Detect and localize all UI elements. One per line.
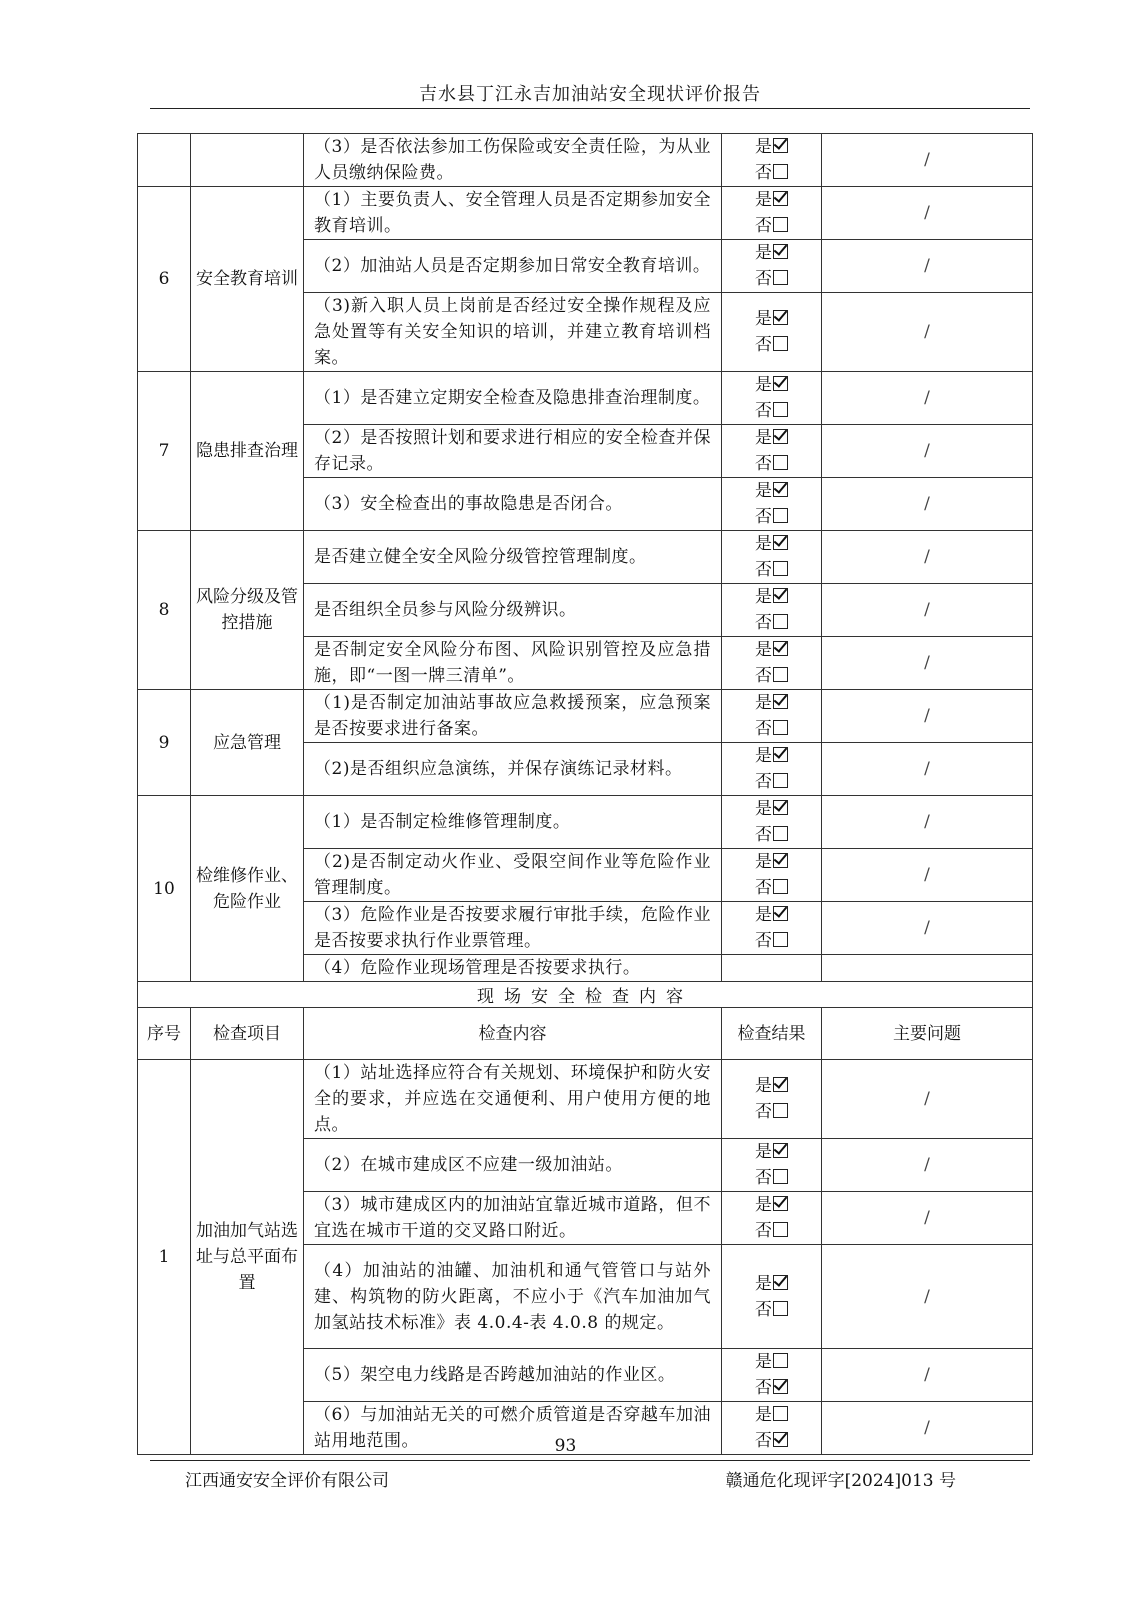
page-number: 93 [554, 1436, 577, 1456]
empty-box-icon [773, 402, 788, 417]
result-label-yes: 是 [755, 852, 772, 872]
col-header-item: 检查项目 [191, 1008, 304, 1060]
result-option-yes [722, 240, 821, 266]
result-label-no: 否 [755, 269, 772, 289]
main-issue: / [822, 293, 1033, 372]
result-label-yes: 是 [755, 243, 772, 263]
result-option-yes [722, 902, 821, 928]
result-option-yes [722, 1073, 821, 1099]
main-issue: / [822, 690, 1033, 743]
checked-box-icon [773, 310, 788, 325]
result-option-no [722, 1099, 821, 1125]
result-label-no: 否 [755, 216, 772, 236]
empty-box-icon [773, 561, 788, 576]
empty-box-icon [773, 164, 788, 179]
check-result [722, 372, 822, 425]
result-label-no: 否 [755, 1299, 772, 1320]
check-content: 是否组织全员参与风险分级辨识。 [304, 584, 722, 637]
checked-box-icon [773, 747, 788, 762]
result-option-no [722, 1297, 821, 1323]
table-row [138, 134, 1033, 187]
result-option-yes [722, 1271, 821, 1297]
check-content: 是否建立健全安全风险分级管控管理制度。 [304, 531, 722, 584]
result-option-no [722, 213, 821, 239]
col-header-result: 检查结果 [722, 1008, 822, 1060]
result-option-no [722, 769, 821, 795]
row-number: 7 [138, 372, 191, 531]
check-result [722, 637, 822, 690]
table-row [138, 1060, 1033, 1139]
table-row [138, 690, 1033, 743]
check-result [722, 902, 822, 955]
checked-box-icon [773, 244, 788, 259]
result-label-yes: 是 [755, 1142, 772, 1162]
check-result [722, 134, 822, 187]
header-divider [150, 108, 1030, 109]
result-option-yes [722, 690, 821, 716]
check-result [722, 1139, 822, 1192]
checked-box-icon [773, 1077, 788, 1092]
check-result [722, 1349, 822, 1402]
col-header-content: 检查内容 [304, 1008, 722, 1060]
col-header-no: 序号 [138, 1008, 191, 1060]
checked-box-icon [773, 906, 788, 921]
main-issue: / [822, 425, 1033, 478]
result-label-no: 否 [755, 931, 772, 951]
empty-box-icon [773, 270, 788, 285]
result-option-yes [722, 849, 821, 875]
check-result [722, 293, 822, 372]
empty-box-icon [773, 217, 788, 232]
row-number: 6 [138, 187, 191, 372]
result-label-yes: 是 [755, 137, 772, 157]
check-content: （1）站址选择应符合有关规划、环境保护和防火安全的要求，并应选在交通便利、用户使用方便的地点。 [304, 1060, 722, 1139]
footer-report-number: 赣通危化现评字[2024]013 号 [725, 1471, 956, 1491]
empty-box-icon [773, 1103, 788, 1118]
check-item: 隐患排查治理 [191, 372, 304, 531]
result-label-no: 否 [755, 1102, 772, 1122]
result-label-no: 否 [755, 666, 772, 686]
result-label-no: 否 [755, 1431, 772, 1451]
checked-box-icon [773, 376, 788, 391]
result-option-yes [722, 306, 821, 332]
check-result [722, 1192, 822, 1245]
check-content: （1）是否建立定期安全检查及隐患排查治理制度。 [304, 372, 722, 425]
result-label-yes: 是 [755, 587, 772, 607]
result-option-no [722, 928, 821, 954]
result-option-no [722, 716, 821, 742]
result-option-no [722, 160, 821, 186]
check-item: 检维修作业、危险作业 [191, 796, 304, 982]
check-content: （6）与加油站无关的可燃介质管道是否穿越车加油站用地范围。 [304, 1402, 722, 1455]
section-title: 现场安全检查内容 [138, 982, 1033, 1008]
empty-box-icon [773, 1406, 788, 1421]
footer-company: 江西通安安全评价有限公司 [185, 1471, 389, 1491]
result-label-no: 否 [755, 825, 772, 845]
result-option-yes [722, 584, 821, 610]
main-issue: / [822, 902, 1033, 955]
check-content: （3）危险作业是否按要求履行审批手续，危险作业是否按要求执行作业票管理。 [304, 902, 722, 955]
result-option-no [722, 398, 821, 424]
result-label-yes: 是 [755, 640, 772, 660]
row-number: 10 [138, 796, 191, 982]
result-label-no: 否 [755, 1168, 772, 1188]
main-issue: / [822, 637, 1033, 690]
empty-box-icon [773, 614, 788, 629]
check-content: （3）城市建成区内的加油站宜靠近城市道路，但不宜选在城市干道的交叉路口附近。 [304, 1192, 722, 1245]
result-label-yes: 是 [755, 693, 772, 713]
result-option-yes [722, 1192, 821, 1218]
check-content: （1）是否制定检维修管理制度。 [304, 796, 722, 849]
check-content: （2）在城市建成区不应建一级加油站。 [304, 1139, 722, 1192]
result-label-no: 否 [755, 772, 772, 792]
check-result [722, 531, 822, 584]
check-content: （4）加油站的油罐、加油机和通气管管口与站外建、构筑物的防火距离，不应小于《汽车加油加气加氢站技术标准》表 4.0.4-表 4.0.8 的规定。 [304, 1245, 722, 1349]
result-label-yes: 是 [755, 481, 772, 501]
result-option-no [722, 266, 821, 292]
result-label-yes: 是 [755, 190, 772, 210]
check-content: （3)新入职人员上岗前是否经过安全操作规程及应急处置等有关安全知识的培训，并建立教育培训档案。 [304, 293, 722, 372]
result-label-yes: 是 [755, 746, 772, 766]
row-number [138, 134, 191, 187]
result-label-no: 否 [755, 878, 772, 898]
check-result [722, 1245, 822, 1349]
check-result [722, 955, 822, 982]
checked-box-icon [773, 1196, 788, 1211]
empty-box-icon [773, 1169, 788, 1184]
checked-box-icon [773, 535, 788, 550]
check-content: （1）主要负责人、安全管理人员是否定期参加安全教育培训。 [304, 187, 722, 240]
main-issue: / [822, 1060, 1033, 1139]
result-label-no: 否 [755, 335, 772, 355]
check-item: 应急管理 [191, 690, 304, 796]
table-row [138, 796, 1033, 849]
main-issue: / [822, 1402, 1033, 1455]
inspection-table [137, 133, 1033, 1455]
result-option-no [722, 451, 821, 477]
result-label-no: 否 [755, 560, 772, 580]
empty-box-icon [773, 455, 788, 470]
check-content: （3）是否依法参加工伤保险或安全责任险，为从业人员缴纳保险费。 [304, 134, 722, 187]
check-result [722, 690, 822, 743]
empty-box-icon [773, 667, 788, 682]
row-number: 9 [138, 690, 191, 796]
main-issue: / [822, 584, 1033, 637]
result-option-no [722, 332, 821, 358]
result-label-yes: 是 [755, 799, 772, 819]
check-result [722, 187, 822, 240]
check-result [722, 240, 822, 293]
result-label-yes: 是 [755, 1195, 772, 1215]
result-option-no [722, 557, 821, 583]
result-label-yes: 是 [755, 375, 772, 395]
check-result [722, 584, 822, 637]
checked-box-icon [773, 138, 788, 153]
result-label-yes: 是 [755, 1273, 772, 1294]
checked-box-icon [773, 1275, 788, 1290]
result-option-yes [722, 425, 821, 451]
check-result [722, 849, 822, 902]
check-content: （2)是否组织应急演练，并保存演练记录材料。 [304, 743, 722, 796]
table-row [138, 372, 1033, 425]
check-result [722, 478, 822, 531]
result-label-yes: 是 [755, 1405, 772, 1425]
check-content: （4）危险作业现场管理是否按要求执行。 [304, 955, 722, 982]
checked-box-icon [773, 588, 788, 603]
empty-box-icon [773, 508, 788, 523]
result-option-no [722, 1218, 821, 1244]
result-option-no [722, 1165, 821, 1191]
check-content: （5）架空电力线路是否跨越加油站的作业区。 [304, 1349, 722, 1402]
result-option-no [722, 610, 821, 636]
empty-box-icon [773, 1353, 788, 1368]
result-option-yes [722, 743, 821, 769]
check-content: （3）安全检查出的事故隐患是否闭合。 [304, 478, 722, 531]
empty-box-icon [773, 720, 788, 735]
check-content: （2）是否按照计划和要求进行相应的安全检查并保存记录。 [304, 425, 722, 478]
result-label-no: 否 [755, 1378, 772, 1398]
checked-box-icon [773, 641, 788, 656]
main-issue: / [822, 849, 1033, 902]
upper-table-body [138, 134, 1033, 982]
result-label-no: 否 [755, 401, 772, 421]
table-row [138, 531, 1033, 584]
main-issue: / [822, 1349, 1033, 1402]
empty-box-icon [773, 826, 788, 841]
result-label-no: 否 [755, 719, 772, 739]
result-option-yes [722, 134, 821, 160]
main-issue: / [822, 531, 1033, 584]
result-option-no [722, 1375, 821, 1401]
result-option-yes [722, 637, 821, 663]
checked-box-icon [773, 429, 788, 444]
page-header-title: 吉水县丁江永吉加油站安全现状评价报告 [419, 84, 761, 105]
checked-box-icon [773, 1143, 788, 1158]
main-issue: / [822, 796, 1033, 849]
table-row [138, 187, 1033, 240]
row-number: 1 [138, 1060, 191, 1455]
check-item: 安全教育培训 [191, 187, 304, 372]
empty-box-icon [773, 879, 788, 894]
result-option-yes [722, 796, 821, 822]
checked-box-icon [773, 694, 788, 709]
footer-divider [150, 1460, 1030, 1461]
empty-box-icon [773, 1222, 788, 1237]
check-result [722, 796, 822, 849]
result-option-yes [722, 1139, 821, 1165]
checked-box-icon [773, 482, 788, 497]
main-issue: / [822, 743, 1033, 796]
col-header-issue: 主要问题 [822, 1008, 1033, 1060]
check-content: （2)是否制定动火作业、受限空间作业等危险作业管理制度。 [304, 849, 722, 902]
result-label-no: 否 [755, 507, 772, 527]
result-label-no: 否 [755, 163, 772, 183]
checked-box-icon [773, 1379, 788, 1394]
checked-box-icon [773, 853, 788, 868]
main-issue: / [822, 478, 1033, 531]
check-result [722, 425, 822, 478]
empty-box-icon [773, 932, 788, 947]
result-label-yes: 是 [755, 1352, 772, 1372]
main-issue [822, 955, 1033, 982]
check-result [722, 1060, 822, 1139]
check-item: 风险分级及管控措施 [191, 531, 304, 690]
result-option-yes [722, 478, 821, 504]
result-label-yes: 是 [755, 905, 772, 925]
result-option-yes [722, 1402, 821, 1428]
result-option-no [722, 875, 821, 901]
lower-table-body [138, 1060, 1033, 1455]
checked-box-icon [773, 191, 788, 206]
result-option-no [722, 663, 821, 689]
main-issue: / [822, 240, 1033, 293]
check-item: 加油加气站选址与总平面布置 [191, 1060, 304, 1455]
row-number: 8 [138, 531, 191, 690]
check-content: （2）加油站人员是否定期参加日常安全教育培训。 [304, 240, 722, 293]
main-issue: / [822, 1139, 1033, 1192]
result-label-yes: 是 [755, 309, 772, 329]
main-issue: / [822, 1192, 1033, 1245]
check-content: （1)是否制定加油站事故应急救援预案，应急预案是否按要求进行备案。 [304, 690, 722, 743]
result-option-no [722, 504, 821, 530]
result-label-no: 否 [755, 613, 772, 633]
result-label-no: 否 [755, 454, 772, 474]
section-header-body [138, 982, 1033, 1060]
result-label-yes: 是 [755, 428, 772, 448]
main-issue: / [822, 187, 1033, 240]
result-option-no [722, 822, 821, 848]
check-content: 是否制定安全风险分布图、风险识别管控及应急措施，即“一图一牌三清单”。 [304, 637, 722, 690]
result-label-no: 否 [755, 1221, 772, 1241]
empty-box-icon [773, 773, 788, 788]
check-result [722, 743, 822, 796]
checked-box-icon [773, 800, 788, 815]
main-issue: / [822, 134, 1033, 187]
result-label-yes: 是 [755, 1076, 772, 1096]
empty-box-icon [773, 336, 788, 351]
result-option-yes [722, 187, 821, 213]
result-label-yes: 是 [755, 534, 772, 554]
main-issue: / [822, 1245, 1033, 1349]
result-option-yes [722, 531, 821, 557]
result-option-yes [722, 1349, 821, 1375]
empty-box-icon [773, 1301, 788, 1316]
main-issue: / [822, 372, 1033, 425]
result-option-yes [722, 372, 821, 398]
check-item [191, 134, 304, 187]
